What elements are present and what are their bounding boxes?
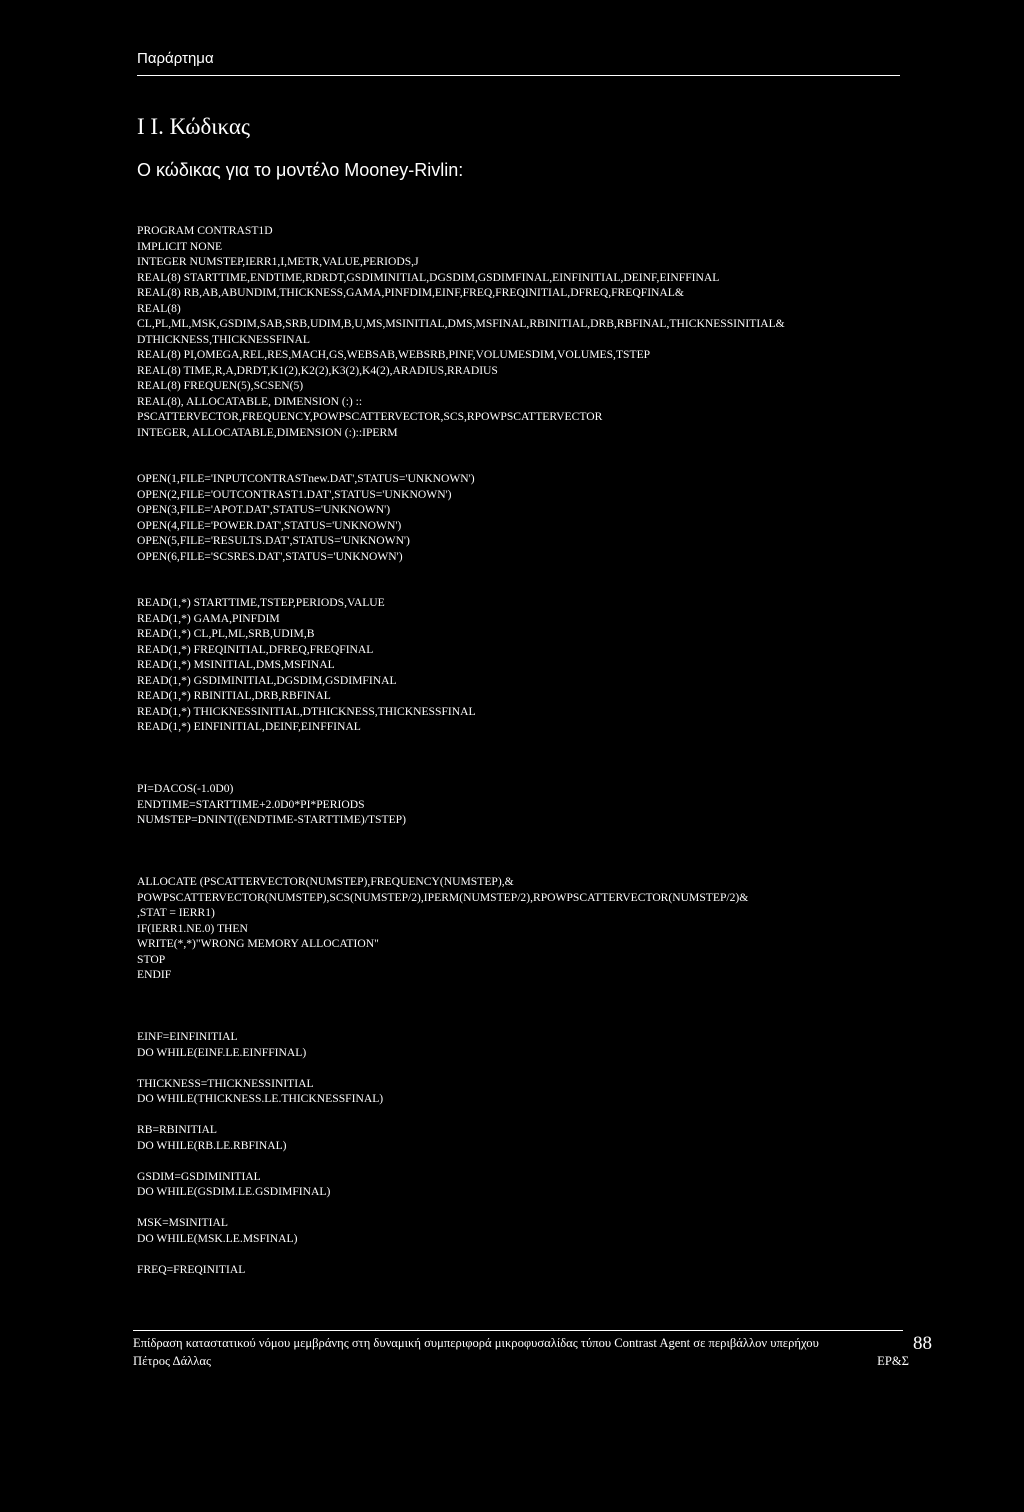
code-line <box>137 1014 785 1030</box>
code-line: READ(1,*) GSDIMINITIAL,DGSDIM,GSDIMFINAL <box>137 673 397 687</box>
code-line <box>137 750 785 766</box>
code-line: PI=DACOS(-1.0D0) <box>137 782 234 795</box>
code-line: ENDIF <box>137 968 172 981</box>
code-line <box>137 440 785 456</box>
code-line <box>137 1200 785 1216</box>
code-line: RB=RBINITIAL <box>137 1123 217 1136</box>
code-line: STOP <box>137 952 166 966</box>
code-line: REAL(8), ALLOCATABLE, DIMENSION (:) :: <box>137 394 363 408</box>
code-line <box>137 580 785 596</box>
code-line: GSDIM=GSDIMINITIAL <box>137 1169 261 1183</box>
header-rule <box>137 75 900 76</box>
code-line: READ(1,*) CL,PL,ML,SRB,UDIM,B <box>137 627 315 640</box>
code-line: READ(1,*) EINFINITIAL,DEINF,EINFFINAL <box>137 720 361 733</box>
code-line: DO WHILE(MSK.LE.MSFINAL) <box>137 1231 298 1245</box>
code-line: REAL(8) PI,OMEGA,REL,RES,MACH,GS,WEBSAB,WEBSRB,PINF,VOLUMESDIM,VOLUMES,TSTEP <box>137 348 651 361</box>
code-line <box>137 1107 785 1123</box>
page-footer <box>133 1334 933 1370</box>
code-line: READ(1,*) FREQINITIAL,DFREQ,FREQFINAL <box>137 642 374 656</box>
code-line: ENDTIME=STARTTIME+2.0D0*PI*PERIODS <box>137 797 365 811</box>
code-line: PSCATTERVECTOR,FREQUENCY,POWPSCATTERVECTOR,SCS,RPOWPSCATTERVECTOR <box>137 410 603 423</box>
code-line: READ(1,*) GAMA,PINFDIM <box>137 611 280 625</box>
code-line: OPEN(4,FILE='POWER.DAT',STATUS='UNKNOWN') <box>137 518 402 532</box>
code-line: REAL(8) <box>137 301 181 315</box>
running-header: Παράρτημα <box>137 50 214 67</box>
code-line: IMPLICIT NONE <box>137 239 223 253</box>
code-line: OPEN(5,FILE='RESULTS.DAT',STATUS='UNKNOWN') <box>137 534 410 547</box>
code-line: THICKNESS=THICKNESSINITIAL <box>137 1076 314 1090</box>
code-line: READ(1,*) STARTTIME,TSTEP,PERIODS,VALUE <box>137 596 385 609</box>
code-line: REAL(8) TIME,R,A,DRDT,K1(2),K2(2),K3(2),K4(2),ARADIUS,RRADIUS <box>137 363 498 377</box>
code-line: OPEN(1,FILE='INPUTCONTRASTnew.DAT',STATUS='UNKNOWN') <box>137 472 475 485</box>
code-line <box>137 828 785 844</box>
code-listing <box>137 223 785 1277</box>
code-line: EINF=EINFINITIAL <box>137 1030 238 1043</box>
code-line <box>137 456 785 472</box>
code-line: DO WHILE(EINF.LE.EINFFINAL) <box>137 1045 307 1059</box>
code-line: REAL(8) FREQUEN(5),SCSEN(5) <box>137 379 304 392</box>
code-line: FREQ=FREQINITIAL <box>137 1262 246 1276</box>
footer-title-row <box>133 1334 933 1352</box>
footer-title: Επίδραση καταστατικού νόμου μεμβράνης στη δυναμική συμπεριφορά μικροφυσαλίδας τύπου Contrast Agent σε περιβάλλον υπερήχου <box>133 1336 819 1350</box>
code-line: CL,PL,ML,MSK,GSDIM,SAB,SRB,UDIM,B,U,MS,MSINITIAL,DMS,MSFINAL,RBINITIAL,DRB,RBFINAL,THICKNESSINITIAL& <box>137 317 785 330</box>
code-line <box>137 983 785 999</box>
footer-author: Πέτρος Δάλλας <box>133 1354 211 1368</box>
code-line: PROGRAM CONTRAST1D <box>137 224 273 237</box>
code-line: DO WHILE(RB.LE.RBFINAL) <box>137 1138 287 1152</box>
code-line: INTEGER, ALLOCATABLE,DIMENSION (:)::IPERM <box>137 425 398 439</box>
code-line <box>137 843 785 859</box>
code-line: READ(1,*) RBINITIAL,DRB,RBFINAL <box>137 689 331 702</box>
code-line: REAL(8) STARTTIME,ENDTIME,RDRDT,GSDIMINITIAL,DGSDIM,GSDIMFINAL,EINFINITIAL,DEINF,EINFFINAL <box>137 270 720 284</box>
code-line: WRITE(*,*)"WRONG MEMORY ALLOCATION" <box>137 937 379 950</box>
code-line <box>137 998 785 1014</box>
code-line: DTHICKNESS,THICKNESSFINAL <box>137 332 310 346</box>
page-number: 88 <box>913 1333 932 1354</box>
code-line <box>137 1153 785 1169</box>
footer-department: ΕΡ&Σ <box>877 1354 909 1368</box>
code-line: INTEGER NUMSTEP,IERR1,I,METR,VALUE,PERIODS,J <box>137 255 419 268</box>
code-line <box>137 859 785 875</box>
code-line <box>137 1246 785 1262</box>
code-line: OPEN(3,FILE='APOT.DAT',STATUS='UNKNOWN') <box>137 503 391 516</box>
code-line: REAL(8) RB,AB,ABUNDIM,THICKNESS,GAMA,PINFDIM,EINF,FREQ,FREQINITIAL,DFREQ,FREQFINAL& <box>137 286 684 299</box>
code-line <box>137 1060 785 1076</box>
code-line: DO WHILE(THICKNESS.LE.THICKNESSFINAL) <box>137 1092 384 1105</box>
code-line: DO WHILE(GSDIM.LE.GSDIMFINAL) <box>137 1185 331 1198</box>
code-line <box>137 735 785 751</box>
footer-author-row <box>133 1352 933 1370</box>
code-line: IF(IERR1.NE.0) THEN <box>137 921 248 935</box>
section-subtitle: Ο κώδικας για το μοντέλο Mooney-Rivlin: <box>137 160 464 180</box>
code-line: READ(1,*) THICKNESSINITIAL,DTHICKNESS,THICKNESSFINAL <box>137 704 476 718</box>
code-line: POWPSCATTERVECTOR(NUMSTEP),SCS(NUMSTEP/2),IPERM(NUMSTEP/2),RPOWPSCATTERVECTOR(NUMSTEP/2)& <box>137 890 749 904</box>
section-title: Ι Ι. Κώδικας <box>137 114 251 139</box>
code-line: READ(1,*) MSINITIAL,DMS,MSFINAL <box>137 658 335 671</box>
footer-rule <box>133 1330 903 1331</box>
code-line: MSK=MSINITIAL <box>137 1216 228 1229</box>
code-line <box>137 564 785 580</box>
code-line: OPEN(6,FILE='SCSRES.DAT',STATUS='UNKNOWN') <box>137 549 403 563</box>
code-line: OPEN(2,FILE='OUTCONTRAST1.DAT',STATUS='UNKNOWN') <box>137 487 452 501</box>
code-line: NUMSTEP=DNINT((ENDTIME-STARTTIME)/TSTEP) <box>137 813 406 826</box>
code-line <box>137 766 785 782</box>
code-line: ,STAT = IERR1) <box>137 906 215 919</box>
code-line: ALLOCATE (PSCATTERVECTOR(NUMSTEP),FREQUENCY(NUMSTEP),& <box>137 875 514 888</box>
